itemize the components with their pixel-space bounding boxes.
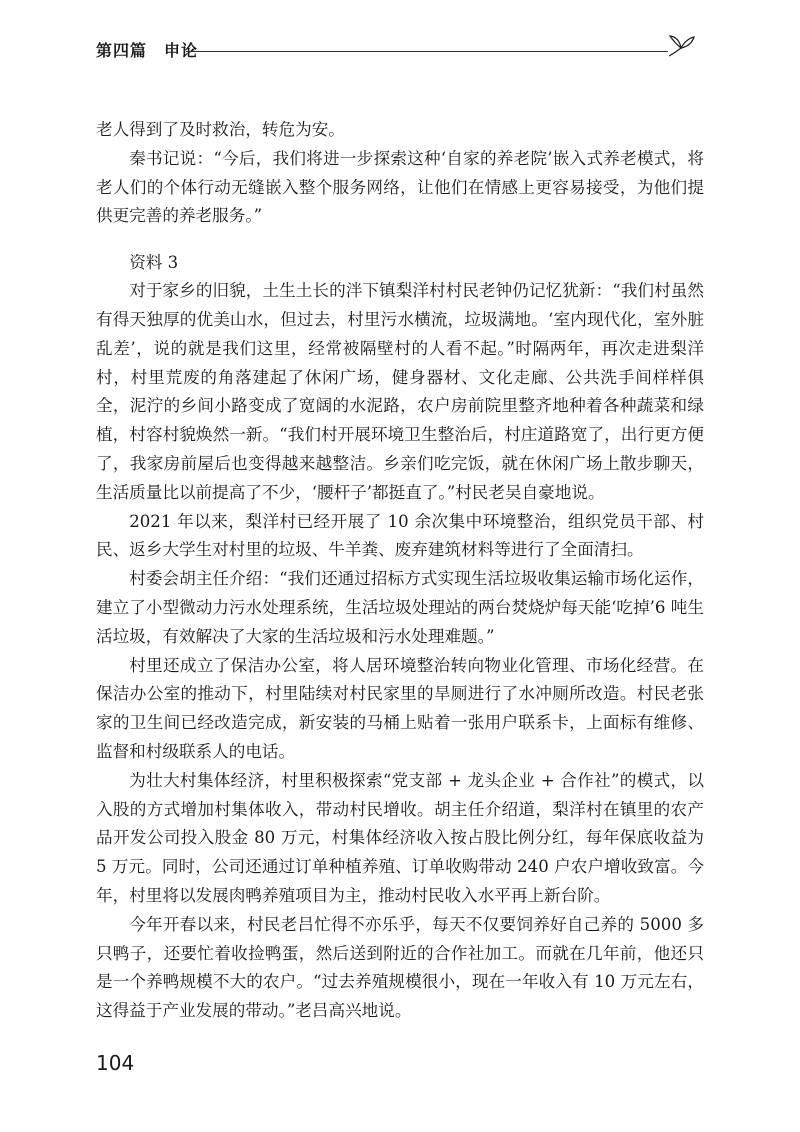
sprout-icon [666, 34, 696, 58]
page-number: 104 [96, 1051, 135, 1075]
running-header [96, 34, 696, 74]
header-title: 第四篇 申论 [96, 41, 199, 60]
paragraph-7: 为壮大村集体经济，村里积极探索“党支部 + 龙头企业 + 合作社”的模式，以入股的方式增加村集体收入，带动村民增收。胡主任介绍道，梨洋村在镇里的农产品开发公司投入股金 80 万元，村集体经济收入按占股比例分红，每年保底收益为 5 万元。同时，公司还通过订单种植养殖、订单收购带动 240 户农户增收致富。今年，村里将以发展肉鸭养殖项目为主，推动村民收入水平再上新台阶。 [96, 770, 704, 905]
page-body [96, 116, 704, 1026]
paragraph-4: 2021 年以来，梨洋村已经开展了 10 余次集中环境整治，组织党员干部、村民、返乡大学生对村里的垃圾、牛羊粪、废弃建筑材料等进行了全面清扫。 [96, 511, 704, 560]
paragraph-5: 村委会胡主任介绍：“我们还通过招标方式实现生活垃圾收集运输市场化运作，建立了小型微动力污水处理系统，生活垃圾处理站的两台焚烧炉每天能‘吃掉’6 吨生活垃圾，有效解决了大家的生活垃圾和污水处理难题。” [96, 569, 704, 646]
section-heading: 资料 3 [129, 253, 179, 273]
paragraph-2: 秦书记说：“今后，我们将进一步探索这种‘自家的养老院’嵌入式养老模式，将老人们的个体行动无缝嵌入整个服务网络，让他们在情感上更容易接受，为他们提供更完善的养老服务。” [96, 148, 704, 226]
paragraph-3: 对于家乡的旧貌，土生土长的泮下镇梨洋村村民老钟仍记忆犹新：“我们村虽然有得天独厚的优美山水，但过去，村里污水横流，垃圾满地。‘室内现代化，室外脏乱差’，说的就是我们这里，经常被隔壁村的人看不起。”时隔两年，再次走进梨洋村，村里荒废的角落建起了休闲广场，健身器材、文化走廊、公共洗手间样样俱全，泥泞的乡间小路变成了宽阔的水泥路，农户房前院里整齐地种着各种蔬菜和绿植，村容村貌焕然一新。“我们村开展环境卫生整治后，村庄道路宽了，出行更方便了，我家房前屋后也变得越来越整洁。乡亲们吃完饭，就在休闲广场上散步聊天，生活质量比以前提高了不少，‘腰杆子’都挺直了。”村民老吴自豪地说。 [96, 281, 704, 502]
header-rule [186, 51, 668, 52]
paragraph-1: 老人得到了及时救治，转危为安。 [96, 120, 345, 139]
paragraph-6: 村里还成立了保洁办公室，将人居环境整治转向物业化管理、市场化经营。在保洁办公室的推动下，村里陆续对村民家里的旱厕进行了水冲厕所改造。村民老张家的卫生间已经改造完成，新安装的马桶上贴着一张用户联系卡，上面标有维修、监督和村级联系人的电话。 [96, 655, 704, 761]
paragraph-8: 今年开春以来，村民老吕忙得不亦乐乎，每天不仅要饲养好自己养的 5000 多只鸭子，还要忙着收捡鸭蛋，然后送到附近的合作社加工。而就在几年前，他还只是一个养鸭规模不大的农户。“过去养殖规模很小，现在一年收入有 10 万元左右，这得益于产业发展的带动。”老吕高兴地说。 [96, 914, 704, 1021]
